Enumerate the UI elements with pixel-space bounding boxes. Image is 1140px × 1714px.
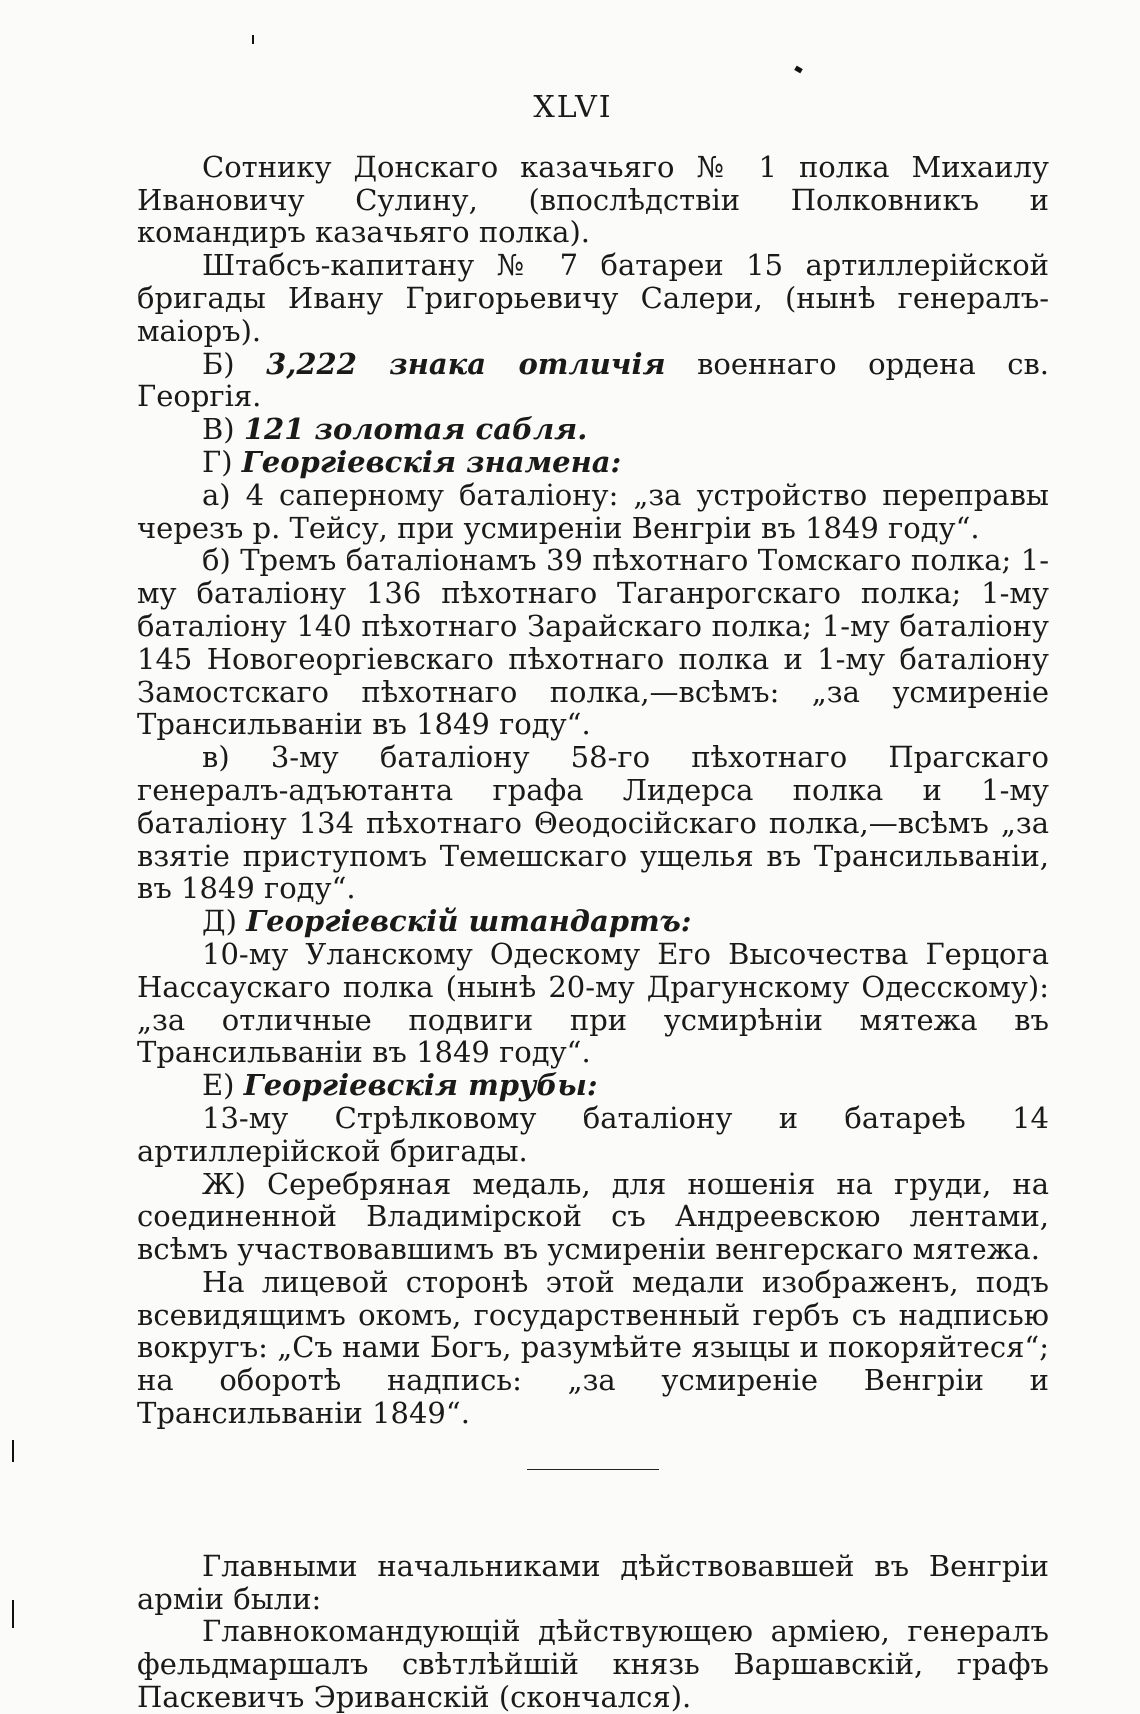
item-g	[137, 446, 1049, 479]
item-e-prefix: Е)	[202, 1068, 235, 1103]
item-e-emph: Георгіевскія трубы:	[243, 1068, 598, 1103]
document-page	[137, 92, 1049, 1714]
paragraph-zh: Ж) Серебряная медаль, для ношенія на груди, на соединенной Владимірской съ Андреевскою лентами, всѣмъ участвовавшимъ въ усмиреніи венгерскаго мятежа.	[137, 1166, 1049, 1267]
item-d-emph: Георгіевскій штандартъ:	[246, 904, 692, 939]
paragraph-paskevich: Главнокомандующій дѣйствующею арміею, генералъ фельдмаршалъ свѣтлѣйшій князь Варшавскій, графъ Паскевичъ Эриванскій (скончался).	[137, 1614, 1049, 1714]
paragraph-sulin: Сотнику Донскаго казачьяго № 1 полка Михаилу Ивановичу Сулину, (впослѣдствіи Полковникъ и командиръ казачьяго полка).	[137, 149, 1049, 250]
paragraph-medal: На лицевой сторонѣ этой медали изображенъ, подъ всевидящимъ окомъ, государственный гербъ съ надписью вокругъ: „Съ нами Богъ, разумѣйте языцы и покоряйтеся“; на оборотѣ надпись: „за усмиреніе Венгріи и Трансильваніи 1849“.	[137, 1264, 1049, 1431]
item-b-emph: 3,222 знака отличія	[266, 346, 666, 381]
scan-speck	[252, 35, 254, 44]
paragraph-g-b: б) Тремъ баталіонамъ 39 пѣхотнаго Томскаго полка; 1-му баталіону 136 пѣхотнаго Таганрогскаго полка; 1-му баталіону 140 пѣхотнаго Зарайскаго полка; 1-му баталіону 145 Новогеоргіевскаго пѣхотнаго полка и 1-му баталіону Замостскаго пѣхотнаго полка,—всѣмъ: „за усмиреніе Трансильваніи въ 1849 году“.	[137, 543, 1049, 742]
item-d	[137, 905, 1049, 938]
paragraph-g-v: в) 3-му баталіону 58-го пѣхотнаго Прагскаго генералъ-адъютанта графа Лидерса полка и 1-му баталіону 134 пѣхотнаго Θеодосійскаго полка,—всѣмъ „за взятіе приступомъ Темешскаго ущелья въ Трансильваніи, въ 1849 году“.	[137, 740, 1049, 906]
item-v-prefix: В)	[202, 412, 235, 447]
item-b-prefix: Б)	[202, 346, 235, 381]
section-divider	[527, 1469, 659, 1470]
item-b	[137, 348, 1049, 414]
paragraph-e: 13-му Стрѣлковому баталіону и батареѣ 14 артиллерійской бригады.	[137, 1100, 1049, 1168]
scan-speck	[12, 1440, 14, 1462]
paragraph-d: 10-му Уланскому Одескому Его Высочества Герцога Нассаускаго полка (нынѣ 20-му Драгунскому Одесскому): „за отличные подвиги при усмирѣніи мятежа въ Трансильваніи въ 1849 году“.	[137, 936, 1049, 1070]
item-b-rest: военнаго ордена св. Георгія.	[137, 346, 1049, 414]
paragraph-commanders-intro: Главными начальниками дѣйствовавшей въ Венгріи арміи были:	[137, 1548, 1049, 1616]
scan-speck	[794, 66, 803, 74]
item-e	[137, 1069, 1049, 1102]
item-v	[137, 413, 1049, 446]
item-v-emph: 121 золотая сабля.	[243, 412, 588, 447]
item-d-prefix: Д)	[202, 904, 237, 939]
scan-speck	[12, 1600, 14, 1628]
item-g-emph: Георгіевскія знамена:	[241, 444, 622, 479]
item-g-prefix: Г)	[202, 444, 233, 479]
paragraph-saleri: Штабсъ-капитану № 7 батареи 15 артиллерійской бригады Ивану Григорьевичу Салери, (нынѣ генералъ-маіоръ).	[137, 248, 1049, 348]
page-number: XLVI	[533, 90, 613, 125]
paragraph-g-a: а) 4 саперному баталіону: „за устройство переправы черезъ р. Тейсу, при усмиреніи Венгріи въ 1849 году“.	[137, 477, 1049, 545]
